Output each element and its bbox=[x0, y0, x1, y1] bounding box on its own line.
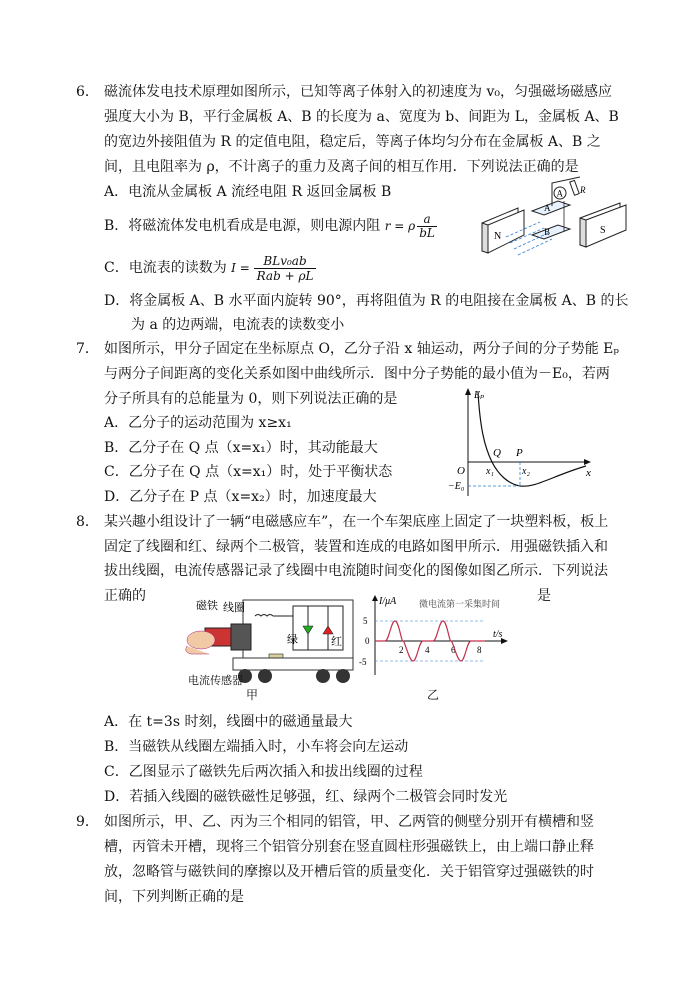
q6-option-b-text: B．将磁流体发电机看成是电源，则电源内阻 bbox=[104, 218, 381, 234]
i-axis-label: I/μA bbox=[379, 596, 397, 607]
green-label: 绿 bbox=[287, 634, 298, 646]
q8-stem-line-3: 拔出线圈，电流传感器记录了线圈中电流随时间变化的图像如图乙所示．下列说法 bbox=[104, 563, 608, 579]
q6-stem-line-4: 间，且电阻率为 ρ，不计离子的重力及离子间的相互作用．下列说法正确的是 bbox=[104, 159, 579, 175]
coil-label: 线圈 bbox=[223, 602, 245, 614]
q8-stem-line-4-left: 正确的 bbox=[104, 588, 146, 604]
q6-stem-line-1: 磁流体发电技术原理如图所示，已知等离子体射入的初速度为 v₀，匀强磁场磁感应 bbox=[104, 84, 612, 100]
q6-option-b[interactable] bbox=[104, 213, 437, 240]
x-axis-label: x bbox=[586, 467, 591, 479]
q8-option-a[interactable]: A．在 t=3s 时刻，线圈中的磁通量最大 bbox=[104, 714, 353, 730]
xtick-4: 4 bbox=[425, 645, 430, 655]
xtick-8: 8 bbox=[477, 645, 482, 655]
ep-curve bbox=[478, 392, 586, 486]
q7-option-c[interactable]: C．乙分子在 Q 点（x=x₁）时，处于平衡状态 bbox=[104, 464, 393, 480]
resistor-label: R bbox=[580, 185, 586, 195]
q6-option-c-text: C．电流表的读数为 bbox=[104, 260, 227, 276]
q8-jia-sensor-label: 电流传感器 bbox=[188, 674, 243, 687]
q8-yi-caption: 乙 bbox=[427, 688, 440, 702]
origin-label: O bbox=[457, 465, 465, 477]
magnet-label: 磁铁 bbox=[196, 600, 218, 612]
q7-stem-line-3: 分子所具有的总能量为 0，则下列说法正确的是 bbox=[104, 391, 398, 407]
q9-stem-line-4: 间，下列判断正确的是 bbox=[104, 889, 244, 905]
wheel bbox=[316, 669, 330, 683]
red-label: 红 bbox=[331, 636, 342, 648]
wheel bbox=[258, 669, 272, 683]
magnet-and-hand bbox=[186, 628, 231, 654]
q8-option-c[interactable]: C．乙图显示了磁铁先后两次插入和拔出线圈的过程 bbox=[104, 764, 423, 780]
q-label: Q bbox=[493, 447, 501, 459]
q7-figure-potential-curve bbox=[448, 386, 598, 501]
q6-option-c-formula: I = BLv₀ab Rab + ρL bbox=[231, 261, 316, 275]
q9-stem-line-3: 放，忽略管与磁铁间的摩擦以及开槽后管的质量变化．关于铝管穿过强磁铁的时 bbox=[104, 864, 594, 880]
q6-option-d-line-1[interactable]: D．将金属板 A、B 水平面内旋转 90°，再将阻值为 R 的电阻接在金属板 A、B 的长 bbox=[104, 293, 629, 309]
q8-stem-line-2: 固定了线圈和红、绿两个二极管，装置和连成的电路如图甲所示．用强磁铁插入和 bbox=[104, 539, 608, 555]
q6-figure-mhd-generator bbox=[480, 173, 640, 268]
q8-figure-yi-current-graph bbox=[355, 593, 515, 683]
q6-option-d-line-2: 为 a 的边两端，电流表的读数变小 bbox=[131, 317, 345, 333]
x2-label: x₂ bbox=[522, 466, 530, 477]
q6-stem-line-2: 强度大小为 B，平行金属板 A、B 的长度为 a、宽度为 b、间距为 L，金属板 A、B bbox=[104, 109, 619, 125]
q8-jia-caption: 甲 bbox=[246, 688, 259, 702]
e0-label: −E₀ bbox=[448, 481, 465, 492]
q8-stem-line-1: 某兴趣小组设计了一辆“电磁感应车”，在一个车架底座上固定了一块塑料板，板上 bbox=[104, 514, 609, 530]
xtick-2: 2 bbox=[399, 645, 404, 655]
car-base bbox=[233, 658, 353, 670]
ytick-0: 0 bbox=[365, 636, 370, 646]
graph-note: 微电流第一采集时间 bbox=[419, 599, 501, 609]
q8-option-d[interactable]: D．若插入线圈的磁铁磁性足够强，红、绿两个二极管会同时发光 bbox=[104, 789, 508, 805]
ep-label: Eₚ bbox=[474, 390, 485, 401]
q8-stem-line-4-right: 是 bbox=[537, 588, 551, 604]
ammeter-label: A bbox=[556, 188, 563, 199]
south-label: S bbox=[600, 225, 606, 236]
t-axis-label: t/s bbox=[493, 629, 503, 640]
q7-stem-line-2: 与两分子间距离的变化关系如图中曲线所示．图中分子势能的最小值为－E₀，若两 bbox=[104, 366, 610, 382]
ytick-5: 5 bbox=[363, 616, 368, 626]
q8-option-b[interactable]: B．当磁铁从线圈左端插入时，小车将会向左运动 bbox=[104, 739, 409, 755]
q7-option-d[interactable]: D．乙分子在 P 点（x=x₂）时，加速度最大 bbox=[104, 489, 377, 505]
north-label: N bbox=[494, 231, 502, 242]
wheel bbox=[336, 669, 350, 683]
p-label: P bbox=[516, 447, 523, 459]
q7-stem-line-1: 如图所示，甲分子固定在坐标原点 O，乙分子沿 x 轴运动，两分子间的分子势能 Eₚ bbox=[104, 341, 619, 357]
q7-number: 7． bbox=[76, 341, 99, 357]
q9-stem-line-2: 槽，丙管未开槽，现将三个铝管分别套在竖直圆柱形强磁铁上，由上端口静止释 bbox=[104, 839, 594, 855]
north-magnet bbox=[482, 208, 524, 253]
ytick-neg5: -5 bbox=[359, 657, 367, 667]
q9-stem-line-1: 如图所示，甲、乙、丙为三个相同的铝管，甲、乙两管的侧壁分别开有横槽和竖 bbox=[104, 814, 594, 830]
q6-stem-line-3: 的宽边外接阻值为 R 的定值电阻，稳定后，等离子体均匀分布在金属板 A、B 之 bbox=[104, 134, 601, 150]
x1-label: x₁ bbox=[486, 466, 494, 477]
q6-option-a[interactable]: A．电流从金属板 A 流经电阻 R 返回金属板 B bbox=[104, 184, 392, 200]
plate-b-label: B bbox=[544, 227, 551, 237]
q9-number: 9． bbox=[76, 814, 99, 830]
xtick-6: 6 bbox=[451, 645, 456, 655]
plate-a-label: A bbox=[544, 203, 551, 213]
q6-number: 6． bbox=[76, 84, 99, 100]
south-magnet bbox=[580, 203, 626, 247]
q7-option-b[interactable]: B．乙分子在 Q 点（x=x₁）时，其动能最大 bbox=[104, 440, 378, 456]
q6-option-b-formula: r = ρ $\frac{a}{bL}$ bbox=[384, 212, 435, 240]
q6-option-c[interactable] bbox=[104, 254, 316, 283]
q7-option-a[interactable]: A．乙分子的运动范围为 x≥x₁ bbox=[104, 415, 292, 431]
q8-number: 8． bbox=[76, 514, 99, 530]
resistor bbox=[570, 180, 579, 195]
